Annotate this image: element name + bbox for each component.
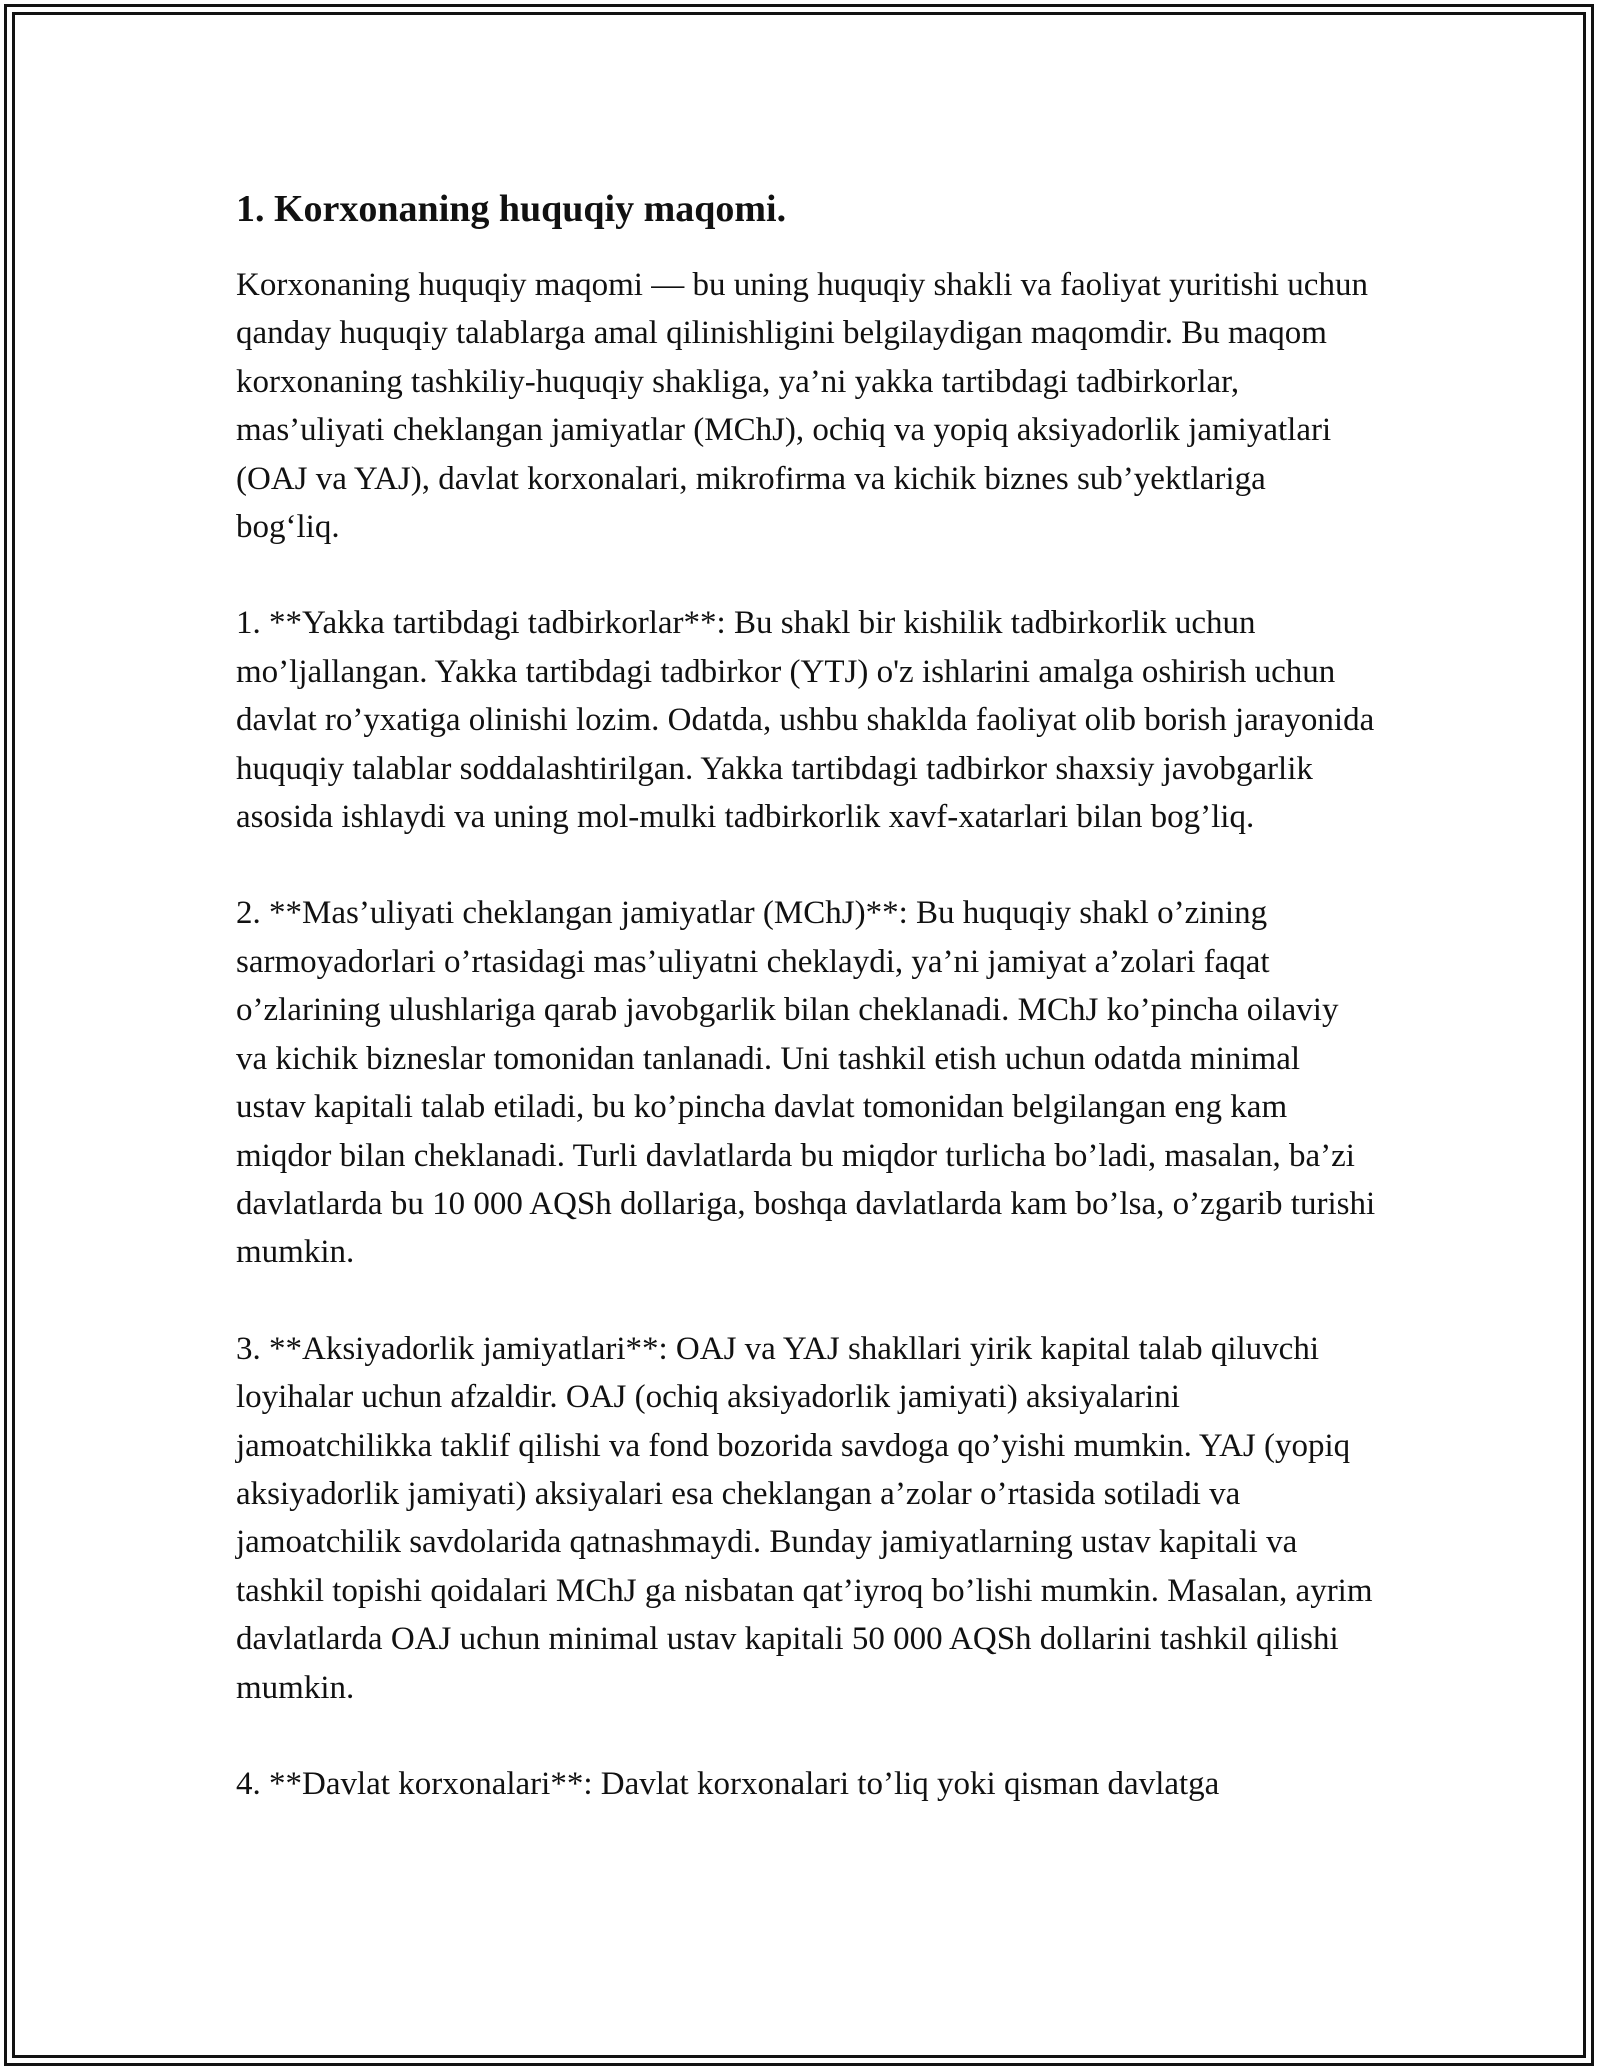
paragraph-sole-proprietors: 1. **Yakka tartibdagi tadbirkorlar**: Bu shakl bir kishilik tadbirkorlik uchun mo’ljallangan. Yakka tartibdagi tadbirkor (YTJ) o'z ishlarini amalga oshirish uchun davlat ro’yxatiga olinishi lozim. Odatda, ushbu shaklda faoliyat olib borish jarayonida huquqiy talablar soddalashtirilgan. Yakka tartibdagi tadbirkor shaxsiy javobgarlik asosida ishlaydi va uning mol-mulki tadbirkorlik xavf-xatarlari bilan bog’liq. — [236, 605, 1375, 836]
section-heading: 1. Korxonaning huquqiy maqomi. — [236, 188, 787, 230]
paragraph-joint-stock: 3. **Aksiyadorlik jamiyatlari**: OAJ va YAJ shakllari yirik kapital talab qiluvchi loyihalar uchun afzaldir. OAJ (ochiq aksiyadorlik jamiyati) aksiyalarini jamoatchilikka taklif qilishi va fond bozorida savdoga qo’yishi mumkin. YAJ (yopiq aksiyadorlik jamiyati) aksiyalari esa cheklangan a’zolar o’rtasida sotiladi va jamoatchilik savdolarida qatnashmaydi. Bunday jamiyatlarning ustav kapitali va tashkil topishi qoidalari MChJ ga nisbatan qat’iyroq bo’lishi mumkin. Masalan, ayrim davlatlarda OAJ uchun minimal ustav kapitali 50 000 AQSh dollarini tashkil qilishi mumkin. — [236, 1330, 1373, 1706]
paragraph-llc: 2. **Mas’uliyati cheklangan jamiyatlar (MChJ)**: Bu huquqiy shakl o’zining sarmoyadorlari o’rtasidagi mas’uliyatni cheklaydi, ya’ni jamiyat a’zolari faqat o’zlarining ulushlariga qarab javobgarlik bilan cheklanadi. MChJ ko’pincha oilaviy va kichik bizneslar tomonidan tanlanadi. Uni tashkil etish uchun odatda minimal ustav kapitali talab etiladi, bu ko’pincha davlat tomonidan belgilangan eng kam miqdor bilan cheklanadi. Turli davlatlarda bu miqdor turlicha bo’ladi, masalan, ba’zi davlatlarda bu 10 000 AQSh dollariga, boshqa davlatlarda kam bo’lsa, o’zgarib turishi mumkin. — [236, 895, 1376, 1271]
intro-paragraph: Korxonaning huquqiy maqomi — bu uning huquqiy shakli va faoliyat yuritishi uchun qanday huquqiy talablarga amal qilinishligini belgilaydigan maqomdir. Bu maqom korxonaning tashkiliy-huquqiy shakliga, ya’ni yakka tartibdagi tadbirkorlar, mas’uliyati cheklangan jamiyatlar (MChJ), ochiq va yopiq aksiyadorlik jamiyatlari (OAJ va YAJ), davlat korxonalari, mikrofirma va kichik biznes sub’yektlariga bog‘liq. — [236, 267, 1368, 546]
document-body — [236, 185, 1376, 1856]
paragraph-state-enterprises: 4. **Davlat korxonalari**: Davlat korxonalari to’liq yoki qisman davlatga — [236, 1765, 1220, 1802]
